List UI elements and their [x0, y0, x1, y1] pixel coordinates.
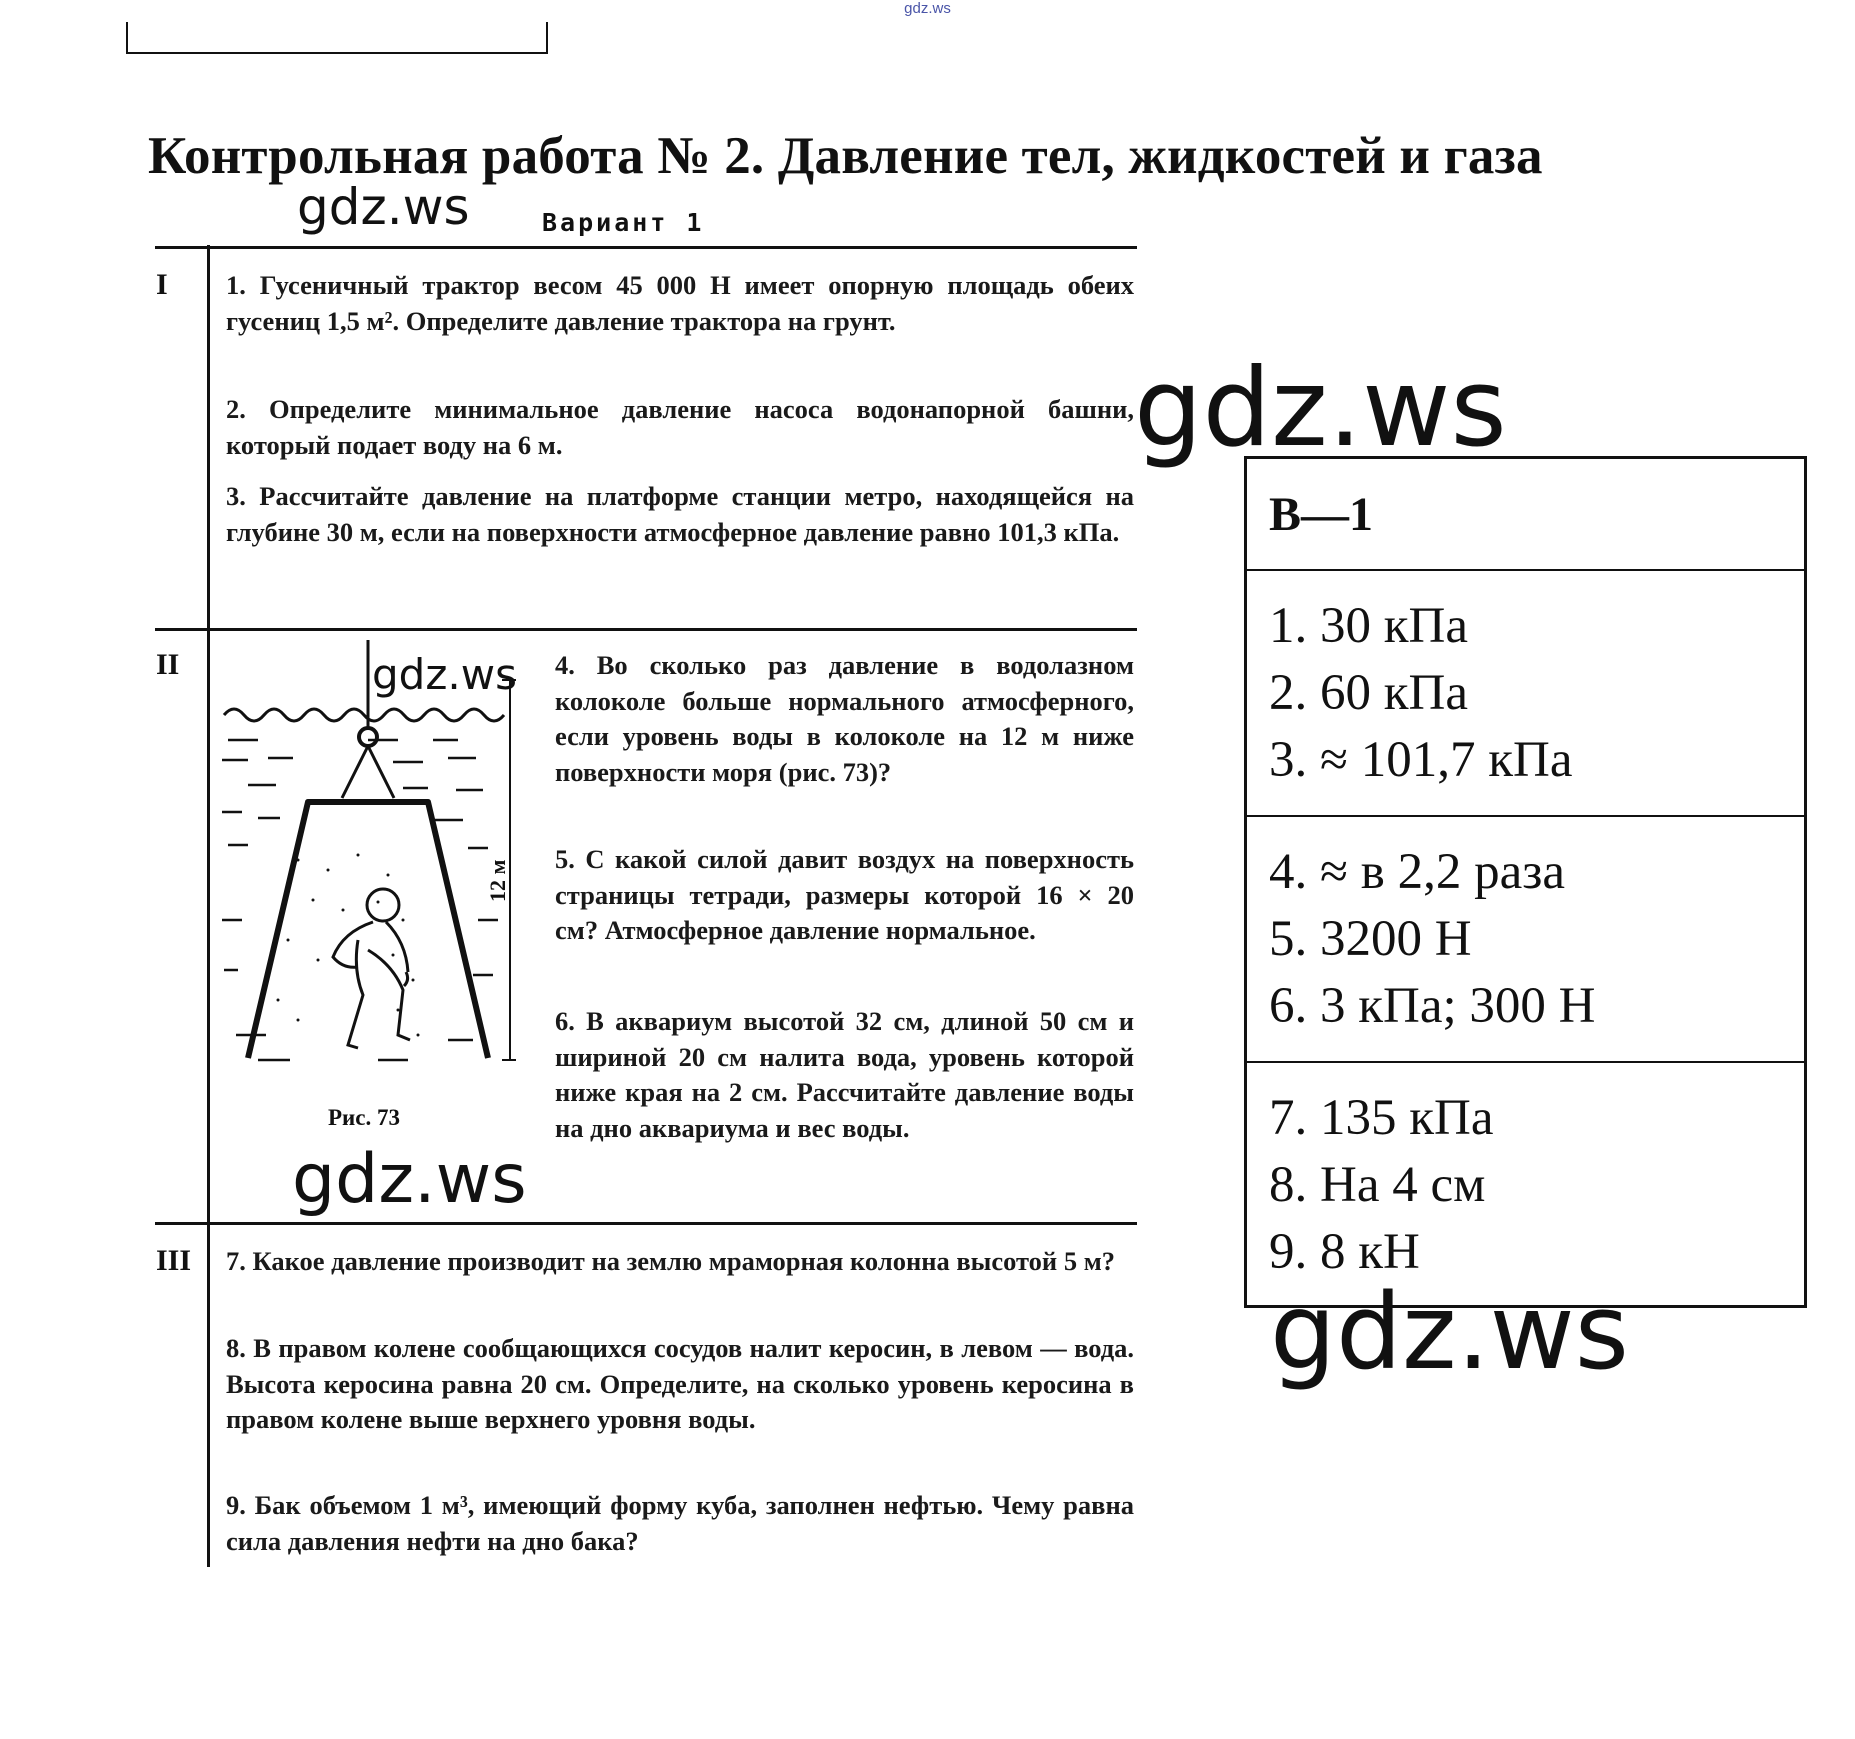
- watermark: gdz.ws: [372, 650, 517, 699]
- task-1: 1. Гусеничный трактор весом 45 000 Н имеет опорную площадь обеих гусениц 1,5 м². Определите давление трактора на грунт.: [226, 270, 1134, 336]
- top-watermark: gdz.ws: [904, 0, 951, 17]
- figure-dimension-label: 12 м: [485, 859, 510, 902]
- answer-3: 3. ≈ 101,7 кПа: [1269, 732, 1573, 788]
- task-5: 5. С какой силой давит воздух на поверхность страницы тетради, размеры которой 16 × 20 см? Атмосферное давление нормальное.: [555, 844, 1134, 945]
- rule-section-3: [155, 1222, 1137, 1225]
- section-label-1: I: [156, 268, 168, 301]
- watermark: gdz.ws: [1134, 346, 1507, 471]
- rule-top: [155, 246, 1137, 249]
- answers-group-2: [1247, 839, 1804, 1040]
- task-9: 9. Бак объемом 1 м³, имеющий форму куба, заполнен нефтью. Чему равна сила давления нефти на дно бака?: [226, 1490, 1134, 1556]
- section-label-3: III: [156, 1244, 192, 1277]
- task-3: 3. Рассчитайте давление на платформе станции метро, находящейся на глубине 30 м, если на поверхности атмосферное давление равно 101,3 кПа.: [226, 481, 1134, 547]
- answers-divider: [1247, 1061, 1804, 1063]
- task-7: 7. Какое давление производит на землю мраморная колонна высотой 5 м?: [226, 1246, 1116, 1276]
- answer-5: 5. 3200 Н: [1269, 911, 1472, 967]
- watermark: gdz.ws: [297, 178, 470, 236]
- answer-8: 8. На 4 см: [1269, 1157, 1486, 1213]
- variant-label: Вариант 1: [542, 208, 705, 237]
- answer-7: 7. 135 кПа: [1269, 1090, 1494, 1146]
- figure-caption: Рис. 73: [328, 1105, 401, 1130]
- task-2: 2. Определите минимальное давление насоса водонапорной башни, который подает воду на 6 м.: [226, 394, 1134, 460]
- corner-bracket: [126, 22, 548, 54]
- answer-4: 4. ≈ в 2,2 раза: [1269, 844, 1565, 900]
- watermark: gdz.ws: [292, 1140, 527, 1219]
- answers-box: [1244, 456, 1807, 1308]
- answer-9: 9. 8 кН: [1269, 1224, 1420, 1280]
- answers-heading-row: [1247, 487, 1804, 542]
- watermark: gdz.ws: [1270, 1271, 1629, 1393]
- answer-6: 6. 3 кПа; 300 Н: [1269, 978, 1596, 1034]
- page-title: Контрольная работа № 2. Давление тел, жидкостей и газа: [148, 127, 1543, 185]
- task-4: 4. Во сколько раз давление в водолазном колоколе больше нормального атмосферного, если уровень воды в колоколе на 12 м ниже поверхности моря (рис. 73)?: [555, 650, 1134, 787]
- answers-group-3: [1247, 1085, 1804, 1286]
- task-6: 6. В аквариум высотой 32 см, длиной 50 см и шириной 20 см налита вода, уровень которой ниже края на 2 см. Рассчитайте давление воды на дно аквариума и вес воды.: [555, 1006, 1134, 1143]
- answer-1: 1. 30 кПа: [1269, 598, 1468, 654]
- diving-bell-figure: [218, 640, 518, 1080]
- answers-divider: [1247, 815, 1804, 817]
- answers-heading: В—1: [1269, 488, 1374, 541]
- section-label-2: II: [156, 648, 180, 681]
- section-divider-vertical: [207, 245, 210, 1567]
- rule-section-2: [155, 628, 1137, 631]
- answers-group-1: [1247, 593, 1804, 794]
- answer-2: 2. 60 кПа: [1269, 665, 1468, 721]
- answers-divider: [1247, 569, 1804, 571]
- task-8: 8. В правом колене сообщающихся сосудов налит керосин, в левом — вода. Высота керосина равна 20 см. Определите, на сколько уровень керосина в правом колене выше верхнего уровня воды.: [226, 1333, 1134, 1434]
